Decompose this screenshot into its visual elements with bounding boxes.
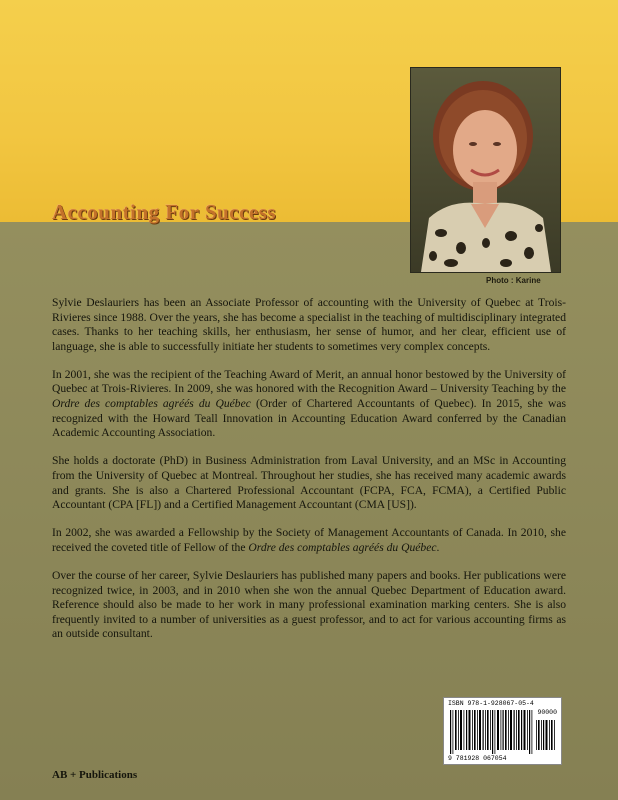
awards-text-cont: (Order of Chartered Accountants of Quebec). In 2015, she was recognized with the Howard Teall Innovation in Accounting Education Award conferred by the Canadian Academic Accounting Association. — [52, 397, 566, 440]
bio-paragraph: She holds a doctorate (PhD) in Business Administration from Laval University, and an MSc in Accounting from the University of Quebec at Montreal. Throughout her studies, she has received many academic awards and grants. She is also a Chartered Professional Accountant (FCPA, FCA, FCMA), a Certified Public Accountant (CPA [FL]) and a Certified Management Accountant (CMA [US]). — [52, 454, 566, 512]
publisher-name: AB + Publications — [52, 769, 138, 781]
bio-paragraph: Sylvie Deslauriers has been an Associate Professor of accounting with the University of Quebec at Trois-Rivieres since 1988. Over the years, she has become a specialist in the teaching of multidisciplinary integrated cases. Thanks to her teaching skills, her enthusiasm, her sense of humor, and her clear, efficient use of language, she is able to successfully initiate her students to sometimes very complex concepts. — [52, 296, 566, 353]
awards-text: In 2001, she was the recipient of the Teaching Award of Merit, an annual honor bestowed by the University of Quebec at Trois-Rivieres. In 2009, she was honored with the Recognition Award – University Teaching by the — [52, 367, 566, 396]
bio-paragraph-awards — [52, 368, 566, 441]
book-title: Accounting For Success — [52, 200, 277, 224]
fellowship-text: In 2002, she was awarded a Fellowship by the Society of Management Accountants of Canada. In 2010, she received the coveted title of Fellow of the — [52, 526, 566, 554]
isbn-number: ISBN 978-1-928067-05-4 — [448, 700, 534, 707]
photo-credit: Photo : Karine — [486, 276, 541, 285]
barcode-price-code: 90000 — [537, 709, 557, 716]
bio-paragraph-fellowship — [52, 526, 566, 555]
isbn-barcode — [443, 697, 562, 765]
fellowship-end: . — [436, 540, 440, 554]
barcode-digits: 9 781928 067054 — [448, 755, 507, 762]
author-portrait-image — [411, 68, 560, 272]
bio-paragraph: Over the course of her career, Sylvie Deslauriers has published many papers and books. Her publications were recognized twice, in 2003, and in 2010 when she won the annual Quebec Department of Education award. Reference should also be made to her work in many professional examination marking centers. She is also frequently invited to a number of universities as a guest professor, and to act for various accounting firms as an outside consultant. — [52, 568, 566, 641]
fellowship-order-name: Ordre des comptables agréés du Québec — [248, 540, 437, 554]
author-photo — [410, 67, 561, 273]
awards-order-name: Ordre des comptables agréés du Québec — [52, 397, 251, 411]
author-biography — [52, 296, 566, 655]
